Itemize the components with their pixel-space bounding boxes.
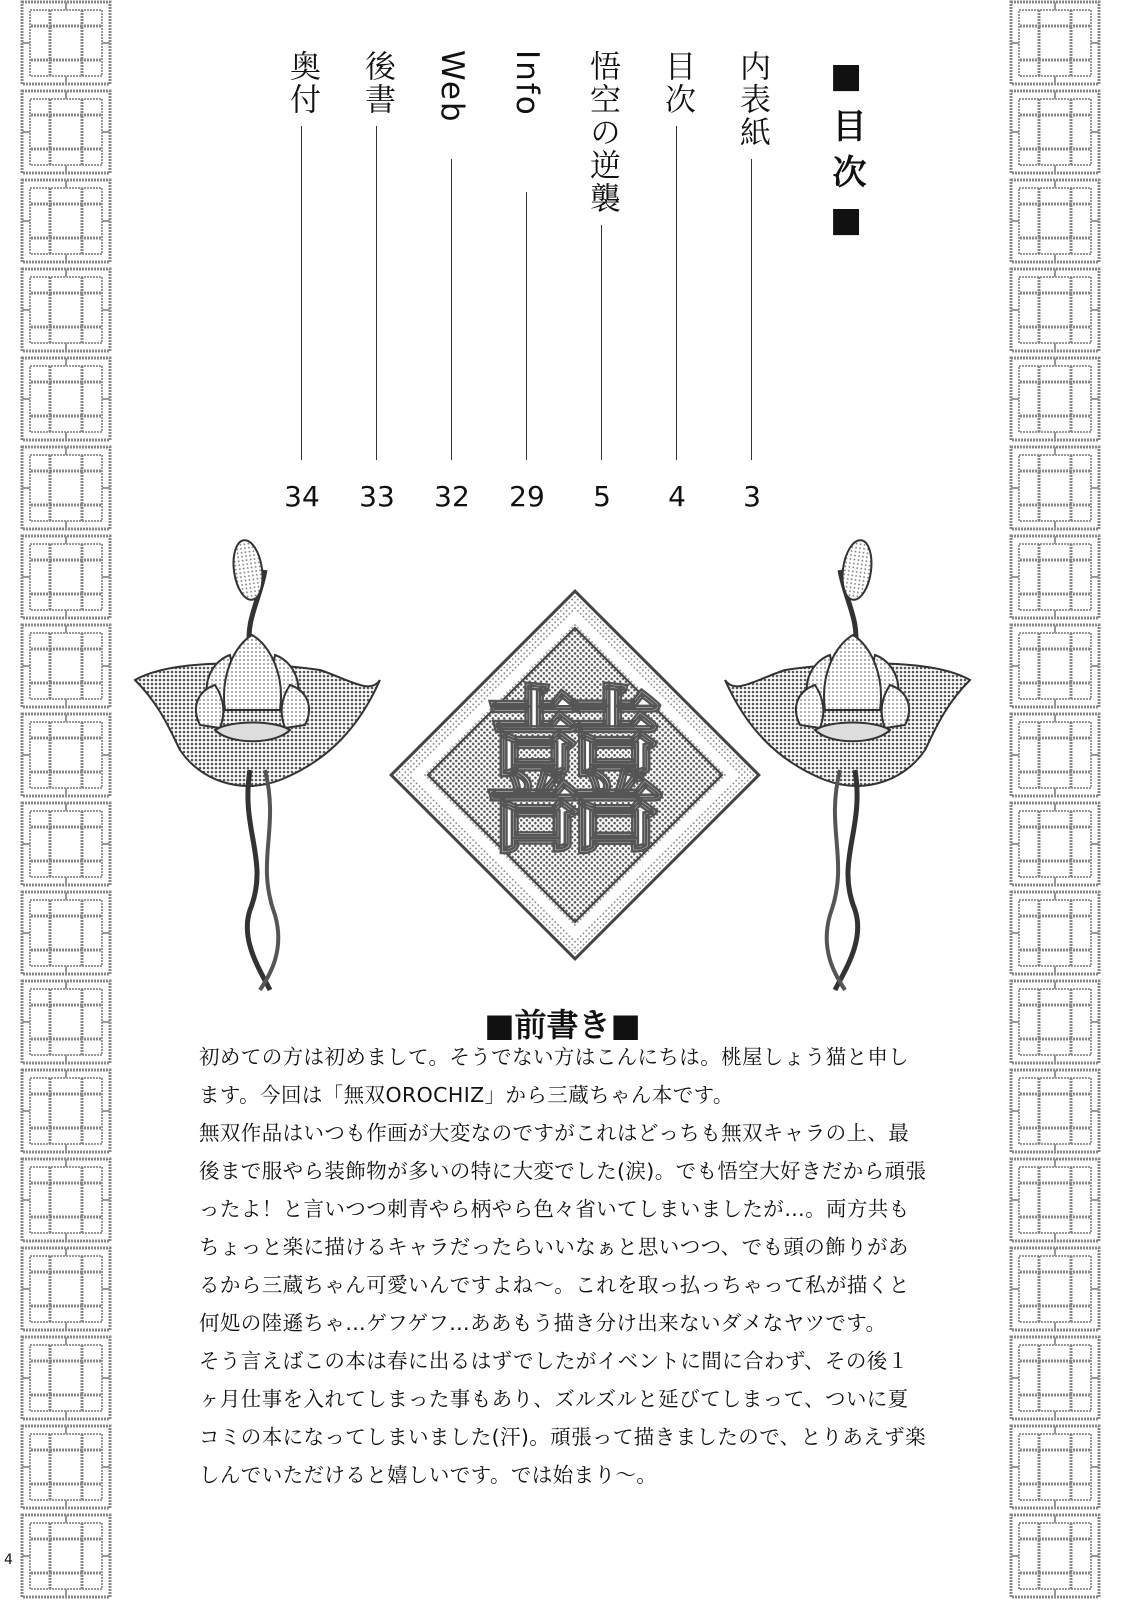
page-number: 4	[4, 1552, 13, 1568]
foreword-paragraph: 初めての方は初めまして。そうでない方はこんにちは。桃屋しょう猫と申します。今回は「無双OROCHIZ」から三蔵ちゃん本です。	[199, 1045, 910, 1107]
lattice-tile	[1009, 1068, 1101, 1154]
lattice-tile	[1009, 801, 1101, 887]
foreword-body	[199, 1038, 929, 1494]
lattice-tile	[1009, 89, 1101, 175]
toc-leader-line	[451, 159, 452, 460]
toc-entry	[497, 50, 557, 530]
lattice-tile	[1009, 1335, 1101, 1421]
toc-leader-line	[676, 126, 677, 460]
toc-leader-line	[301, 126, 302, 460]
foreword-title: ■前書き■	[484, 1006, 641, 1044]
lattice-tile	[1009, 890, 1101, 976]
lattice-tile	[1009, 178, 1101, 264]
lattice-border-left	[16, 0, 116, 1600]
lattice-tile	[20, 623, 112, 709]
lattice-tile	[1009, 534, 1101, 620]
lattice-tile	[20, 445, 112, 531]
lattice-tile	[20, 356, 112, 442]
toc-entry-page: 3	[743, 480, 761, 513]
toc-entry-page: 32	[434, 480, 470, 513]
lattice-tile	[20, 1424, 112, 1510]
toc-entry-page: 34	[284, 480, 320, 513]
toc-entry-title: 奥付	[284, 50, 320, 116]
toc-entry-title: Info	[509, 50, 545, 117]
lattice-tile	[20, 1157, 112, 1243]
lattice-tile	[1009, 356, 1101, 442]
lattice-tile	[20, 712, 112, 798]
lattice-tile	[20, 890, 112, 976]
toc-entry-title: 悟空の逆襲	[584, 50, 620, 215]
toc-leader-line	[526, 192, 527, 460]
lattice-tile	[1009, 623, 1101, 709]
lattice-tile	[20, 0, 112, 86]
toc-entry	[722, 50, 782, 530]
toc-entry-title: 目次	[659, 50, 695, 116]
lattice-tile	[1009, 445, 1101, 531]
toc-entry	[572, 50, 632, 530]
lattice-tile	[20, 1513, 112, 1599]
lattice-tile	[20, 178, 112, 264]
toc-entry-page: 33	[359, 480, 395, 513]
lattice-tile	[20, 89, 112, 175]
lattice-tile	[1009, 712, 1101, 798]
lattice-tile	[1009, 1246, 1101, 1332]
lattice-tile	[20, 801, 112, 887]
toc-entry-title: Web	[434, 50, 470, 124]
toc-leader-line	[376, 126, 377, 460]
lotus-emblem-artwork	[130, 530, 1000, 1000]
toc-entry-page: 29	[509, 480, 545, 513]
lattice-tile	[1009, 0, 1101, 86]
toc-heading: ■目次■	[826, 56, 866, 252]
toc-entry	[272, 50, 332, 530]
foreword-paragraph: 無双作品はいつも作画が大変なのですがこれはどっちも無双キャラの上、最後まで服やら装飾物が多いの特に大変でした(涙)。でも悟空大好きだから頑張ったよ！と言いつつ刺青やら柄やら色々省いてしまいましたが…。両方共もちょっと楽に描けるキャラだったらいいなぁと思いつつ、でも頭の飾りがあるから三蔵ちゃん可愛いんですよね～。これを取っ払っちゃって私が描くと何処の陸遜ちゃ…ゲフゲフ…ああもう描き分け出来ないダメなヤツです。	[199, 1121, 927, 1335]
lattice-tile	[20, 1246, 112, 1332]
lattice-tile	[20, 1068, 112, 1154]
lattice-tile	[20, 267, 112, 353]
toc-leader-line	[601, 225, 602, 460]
toc-entry-page: 4	[668, 480, 686, 513]
toc-entry	[422, 50, 482, 530]
toc-entry-title: 内表紙	[734, 50, 770, 149]
lattice-tile	[20, 1335, 112, 1421]
toc-entry-title: 後書	[359, 50, 395, 116]
lattice-tile	[1009, 1513, 1101, 1599]
lattice-tile	[20, 534, 112, 620]
lattice-tile	[1009, 1424, 1101, 1510]
foreword-paragraph: そう言えばこの本は春に出るはずでしたがイベントに間に合わず、その後１ヶ月仕事を入れてしまった事もあり、ズルズルと延びてしまって、ついに夏コミの本になってしまいました(汗)。頑張って描きましたので、とりあえず楽しんでいただけると嬉しいです。では始まり～。	[199, 1349, 926, 1487]
toc-entry	[647, 50, 707, 530]
lattice-tile	[1009, 1157, 1101, 1243]
toc-entry-page: 5	[593, 480, 611, 513]
double-happiness-glyph: 囍	[484, 670, 666, 880]
toc-entry	[347, 50, 407, 530]
lattice-tile	[1009, 267, 1101, 353]
toc-leader-line	[751, 159, 752, 460]
lattice-border-right	[1005, 0, 1105, 1600]
